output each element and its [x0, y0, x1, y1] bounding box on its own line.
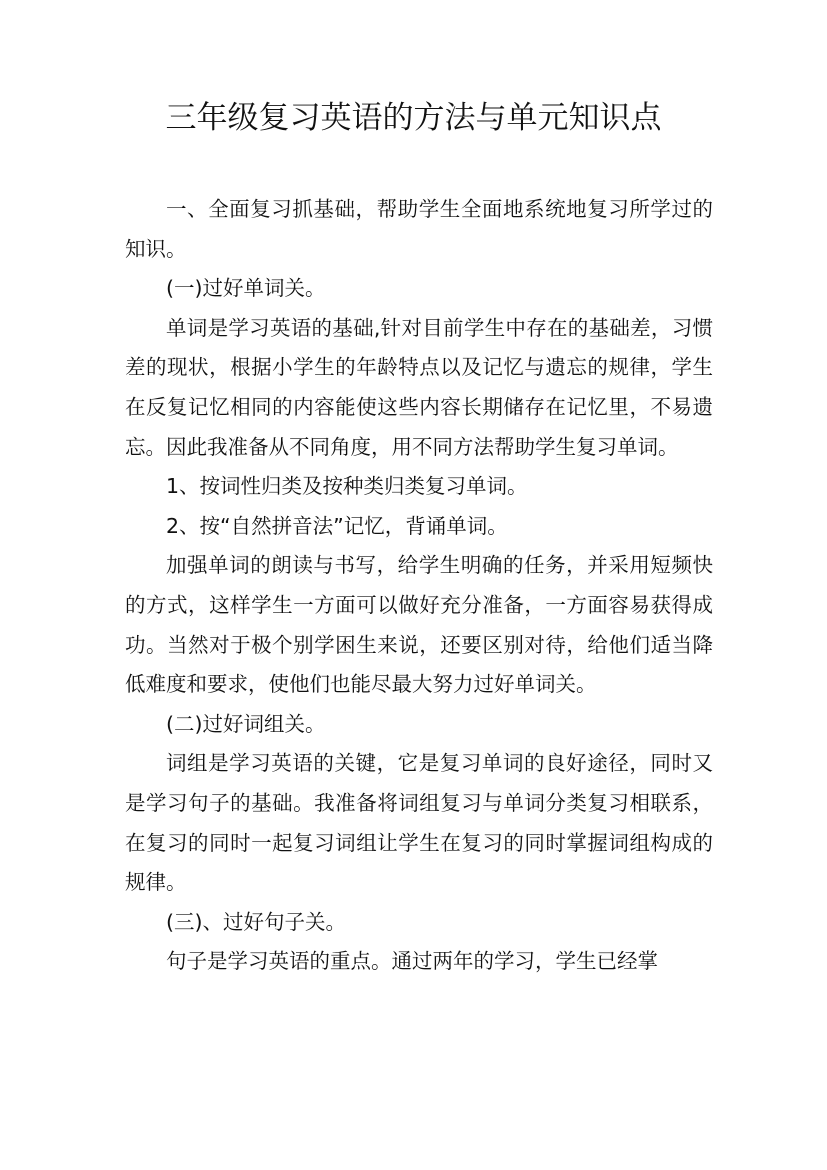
paragraph-phrases: 词组是学习英语的关键，它是复习单词的良好途径，同时又是学习句子的基础。我准备将词组复习与单词分类复习相联系，在复习的同时一起复习词组让学生在复习的同时掌握词组构成的规律。: [125, 751, 713, 895]
paragraph-words: 单词是学习英语的基础,针对目前学生中存在的基础差，习惯差的现状，根据小学生的年龄特点以及记忆与遗忘的规律，学生在反复记忆相同的内容能使这些内容长期储存在记忆里，不易遗忘。因此我准备从不同角度，用不同方法帮助学生复习单词。: [125, 315, 713, 459]
list-item-word-classification: 1、按词性归类及按种类归类复习单词。: [166, 474, 528, 499]
list-item-phonics: 2、按“自然拼音法”记忆，背诵单词。: [166, 513, 508, 538]
document-body: [125, 190, 713, 982]
paragraph-reading-writing: 加强单词的朗读与书写，给学生明确的任务，并采用短频快的方式，这样学生一方面可以做好充分准备，一方面容易获得成功。当然对于极个别学困生来说，还要区别对待，给他们适当降低难度和要求，使他们也能尽最大努力过好单词关。: [125, 553, 713, 697]
paragraph-sentences: 句子是学习英语的重点。通过两年的学习，学生已经掌: [166, 949, 658, 974]
paragraph-review-basics: 一、全面复习抓基础，帮助学生全面地系统地复习所学过的知识。: [125, 197, 713, 261]
document-title: 三年级复习英语的方法与单元知识点: [165, 100, 662, 136]
heading-sentences: (三)、过好句子关。: [166, 909, 346, 934]
heading-words: (一)过好单词关。: [166, 276, 326, 301]
heading-phrases: (二)过好词组关。: [166, 711, 326, 736]
